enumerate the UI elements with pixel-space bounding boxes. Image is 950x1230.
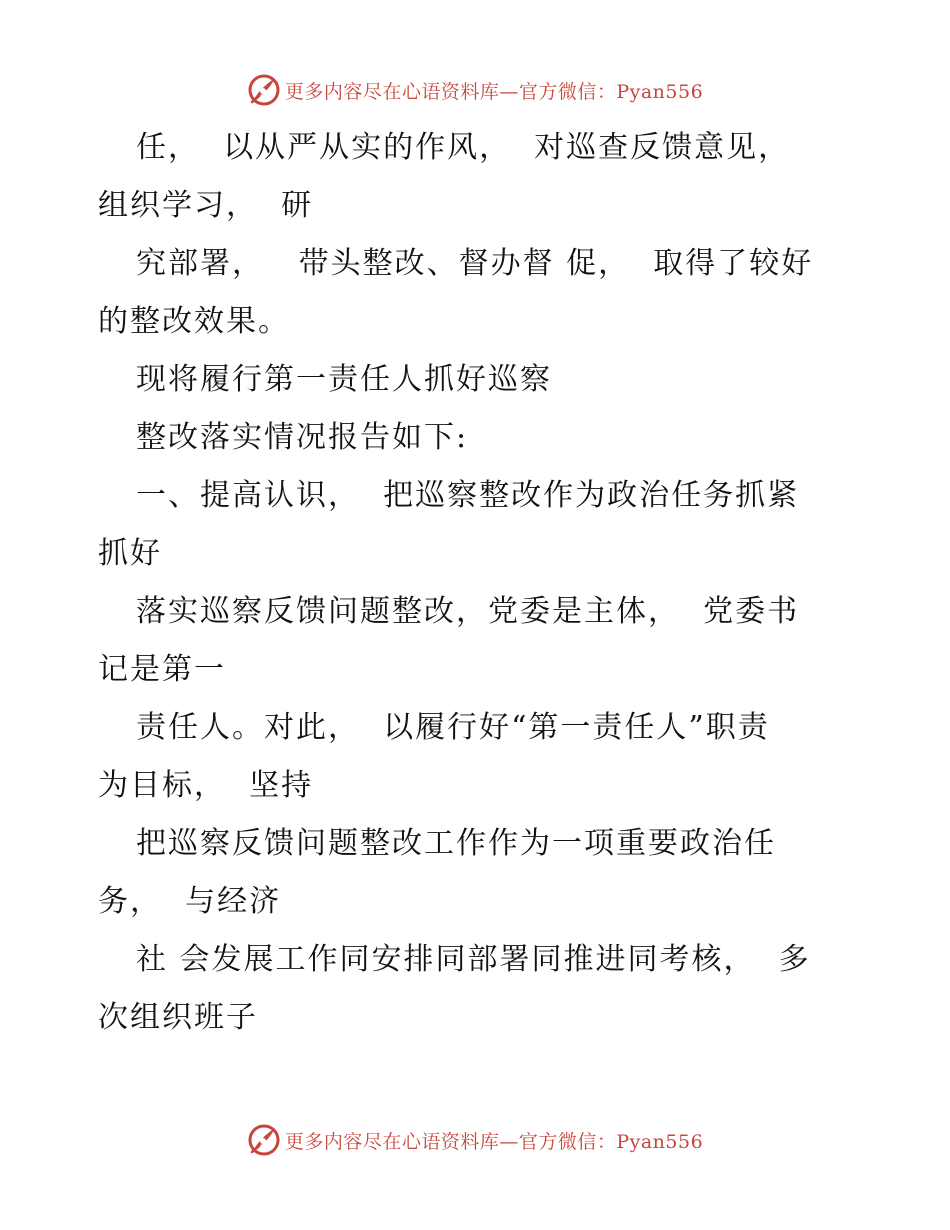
body-line-7: 一、提高认识， 把巡察整改作为政治任务抓紧: [136, 478, 800, 513]
body-line-13: 把巡察反馈问题整改工作作为一项重要政治任: [136, 826, 776, 861]
footer-banner: [0, 1120, 950, 1160]
body-line-5: 现将履行第一责任人抓好巡察: [136, 362, 552, 397]
footer-banner-text: 更多内容尽在心语资料库—官方微信：Pyan556: [284, 1130, 704, 1153]
body-line-16: 次组织班子: [98, 1000, 258, 1035]
body-line-4: 的整改效果。: [98, 304, 290, 339]
body-line-1: 任， 以从严从实的作风， 对巡查反馈意见，: [136, 130, 791, 165]
body-line-2: 组织学习， 研: [98, 188, 314, 223]
body-line-6: 整改落实情况报告如下:: [136, 420, 469, 455]
body-line-9: 落实巡察反馈问题整改，党委是主体， 党委书: [136, 594, 800, 629]
body-line-3: 究部署， 带头整改、督办督 促， 取得了较好: [136, 246, 814, 281]
quill-pen-seal-icon: [247, 73, 281, 107]
body-line-10: 记是第一: [98, 652, 226, 687]
body-line-12: 为目标， 坚持: [98, 768, 314, 803]
body-line-8: 抓好: [98, 536, 162, 571]
header-banner-text: 更多内容尽在心语资料库—官方微信：Pyan556: [284, 80, 704, 103]
body-line-14: 务， 与经济: [98, 884, 282, 919]
header-banner: [0, 70, 950, 110]
quill-pen-seal-icon: [247, 1123, 281, 1157]
body-line-15: 社 会发展工作同安排同部署同推进同考核， 多: [136, 942, 811, 977]
body-line-11: 责任人。对此， 以履行好“第一责任人”职责: [136, 710, 770, 745]
